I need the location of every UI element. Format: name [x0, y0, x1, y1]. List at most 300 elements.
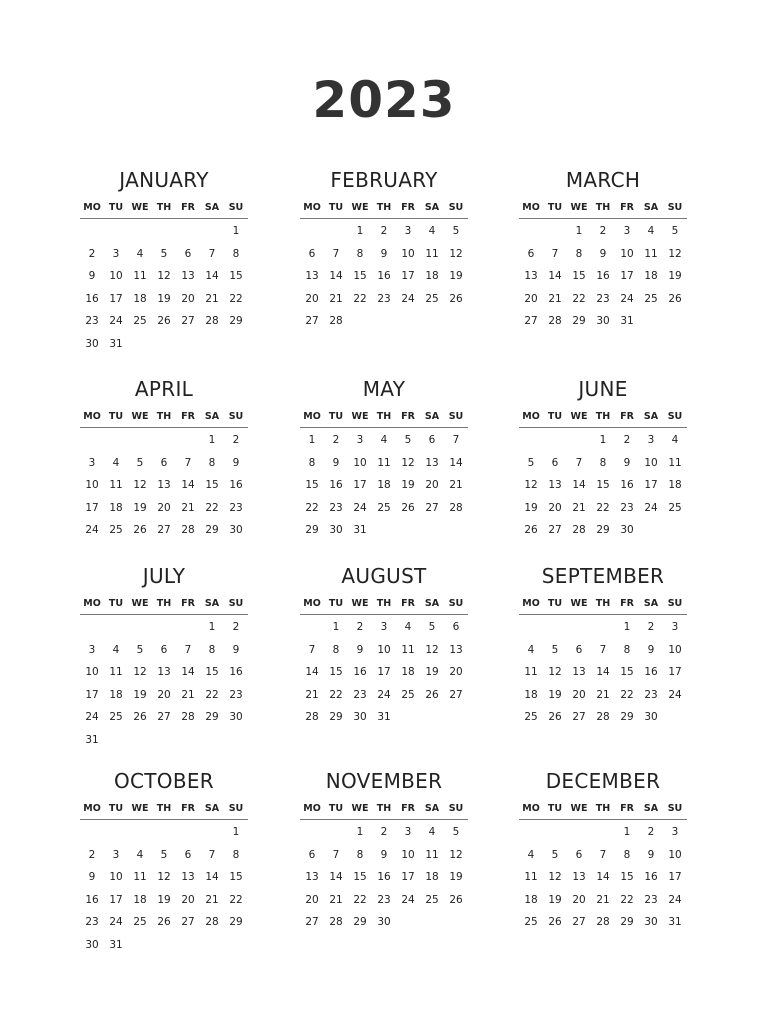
day-cell: 2 — [599, 225, 607, 237]
day-cell: 8 — [232, 848, 240, 861]
day-cell: 3 — [671, 621, 679, 633]
day-cell: 25 — [109, 711, 123, 723]
day-cell: 8 — [623, 848, 631, 861]
day-grid — [300, 821, 468, 934]
weekday-header — [80, 199, 248, 219]
day-cell: 18 — [377, 479, 391, 491]
day-cell: 9 — [623, 456, 631, 469]
day-cell: 26 — [548, 916, 562, 928]
day-cell: 6 — [452, 621, 460, 633]
day-cell: 6 — [428, 434, 436, 446]
day-cell: 5 — [671, 225, 679, 237]
empty-day-cell — [300, 220, 324, 243]
month-august — [300, 563, 468, 729]
day-cell: 25 — [109, 524, 123, 536]
day-cell: 5 — [136, 643, 144, 656]
day-cell: 27 — [572, 711, 586, 723]
empty-day-cell — [80, 616, 104, 639]
day-cell: 22 — [596, 501, 610, 514]
empty-day-cell — [176, 821, 200, 844]
day-cell: 25 — [425, 292, 439, 305]
day-cell: 23 — [229, 688, 243, 701]
day-cell: 19 — [449, 871, 463, 883]
day-cell: 31 — [377, 711, 391, 723]
day-cell: 7 — [599, 848, 607, 861]
day-cell: 16 — [85, 893, 99, 906]
day-cell: 6 — [551, 456, 559, 469]
day-cell: 9 — [647, 643, 655, 656]
day-cell: 15 — [620, 871, 634, 883]
empty-day-cell — [543, 220, 567, 243]
day-cell: 10 — [109, 871, 123, 883]
day-cell: 29 — [229, 916, 243, 928]
weekday-header — [519, 800, 687, 820]
day-cell: 18 — [401, 666, 415, 678]
day-cell: 1 — [232, 826, 240, 838]
day-cell: 28 — [205, 916, 219, 928]
empty-day-cell — [519, 220, 543, 243]
month-title: APRIL — [134, 377, 194, 401]
day-cell: 21 — [449, 479, 463, 491]
day-cell: 8 — [623, 643, 631, 656]
empty-day-cell — [200, 220, 224, 243]
weekday-label: FR — [620, 598, 634, 609]
weekday-label: MO — [522, 803, 540, 814]
day-cell: 31 — [620, 315, 634, 327]
day-cell: 7 — [308, 643, 316, 656]
day-cell: 22 — [229, 292, 243, 305]
weekday-label: TH — [376, 598, 392, 609]
day-cell: 25 — [401, 688, 415, 701]
empty-day-cell — [300, 616, 324, 639]
weekday-label: TU — [547, 411, 563, 422]
day-cell: 6 — [160, 643, 168, 656]
weekday-label: MO — [522, 202, 540, 213]
month-title: AUGUST — [341, 564, 427, 588]
weekday-label: MO — [303, 202, 321, 213]
day-cell: 23 — [644, 688, 658, 701]
weekday-label: FR — [181, 411, 195, 422]
day-cell: 9 — [647, 848, 655, 861]
empty-day-cell — [176, 616, 200, 639]
empty-day-cell — [591, 821, 615, 844]
day-cell: 22 — [353, 292, 367, 305]
weekday-label: SA — [204, 598, 220, 609]
day-cell: 3 — [112, 848, 120, 861]
empty-day-cell — [152, 821, 176, 844]
day-cell: 30 — [644, 916, 658, 928]
day-cell: 2 — [332, 434, 340, 446]
weekday-label: SA — [204, 803, 220, 814]
month-november — [300, 768, 468, 934]
day-cell: 23 — [85, 916, 99, 928]
day-cell: 21 — [205, 292, 219, 305]
day-cell: 9 — [599, 247, 607, 260]
day-cell: 14 — [205, 270, 219, 282]
day-cell: 16 — [229, 479, 243, 491]
day-cell: 17 — [644, 479, 658, 491]
day-cell: 16 — [644, 871, 658, 883]
day-cell: 14 — [181, 666, 195, 678]
weekday-label: TH — [156, 598, 172, 609]
day-cell: 28 — [205, 315, 219, 327]
day-cell: 24 — [668, 893, 682, 906]
day-cell: 13 — [548, 479, 562, 491]
day-cell: 17 — [401, 871, 415, 883]
day-cell: 19 — [401, 479, 415, 491]
day-cell: 27 — [449, 688, 463, 701]
day-cell: 29 — [305, 524, 319, 536]
day-cell: 7 — [551, 247, 559, 260]
day-cell: 31 — [109, 938, 123, 951]
day-cell: 30 — [229, 711, 243, 723]
day-cell: 2 — [232, 434, 240, 446]
day-cell: 18 — [668, 479, 682, 491]
day-cell: 7 — [208, 848, 216, 861]
weekday-label: TH — [595, 598, 611, 609]
weekday-label: WE — [131, 202, 149, 213]
day-cell: 3 — [88, 456, 96, 469]
day-cell: 29 — [205, 711, 219, 723]
weekday-label: WE — [131, 803, 149, 814]
day-cell: 20 — [305, 893, 319, 906]
day-cell: 23 — [85, 315, 99, 327]
day-cell: 10 — [353, 456, 367, 469]
weekday-label: SA — [424, 803, 440, 814]
day-cell: 24 — [620, 292, 634, 305]
day-cell: 4 — [380, 434, 388, 446]
weekday-header — [519, 595, 687, 615]
weekday-label: TU — [328, 803, 344, 814]
weekday-label: SU — [228, 202, 244, 213]
weekday-label: SA — [643, 598, 659, 609]
day-grid — [300, 616, 468, 729]
weekday-label: SU — [228, 803, 244, 814]
day-cell: 11 — [377, 456, 391, 469]
day-cell: 19 — [524, 501, 538, 514]
weekday-label: TH — [595, 411, 611, 422]
day-cell: 6 — [184, 848, 192, 861]
weekday-label: FR — [181, 803, 195, 814]
day-cell: 5 — [527, 456, 535, 469]
day-cell: 2 — [380, 826, 388, 838]
day-cell: 17 — [109, 893, 123, 906]
weekday-header — [80, 408, 248, 428]
day-cell: 7 — [332, 247, 340, 260]
day-cell: 7 — [599, 643, 607, 656]
day-cell: 13 — [524, 270, 538, 282]
day-cell: 14 — [572, 479, 586, 491]
weekday-label: TH — [376, 803, 392, 814]
month-title: DECEMBER — [545, 769, 661, 793]
day-cell: 8 — [356, 247, 364, 260]
day-cell: 18 — [109, 688, 123, 701]
weekday-label: SA — [424, 598, 440, 609]
day-cell: 29 — [229, 315, 243, 327]
day-cell: 21 — [205, 893, 219, 906]
day-cell: 10 — [668, 643, 682, 656]
weekday-label: TU — [108, 803, 124, 814]
day-cell: 2 — [88, 848, 96, 861]
day-cell: 1 — [208, 434, 216, 446]
day-cell: 15 — [205, 479, 219, 491]
day-cell: 14 — [329, 871, 343, 883]
day-cell: 29 — [620, 711, 634, 723]
year-title: 2023 — [312, 71, 456, 129]
day-cell: 4 — [136, 247, 144, 260]
day-cell: 21 — [596, 688, 610, 701]
day-cell: 5 — [160, 848, 168, 861]
empty-day-cell — [80, 429, 104, 452]
day-cell: 5 — [404, 434, 412, 446]
day-cell: 5 — [428, 621, 436, 633]
month-title: SEPTEMBER — [541, 564, 665, 588]
day-cell: 26 — [449, 893, 463, 906]
day-cell: 1 — [232, 225, 240, 237]
day-cell: 15 — [205, 666, 219, 678]
day-cell: 16 — [353, 666, 367, 678]
day-cell: 8 — [599, 456, 607, 469]
day-cell: 2 — [623, 434, 631, 446]
day-cell: 26 — [157, 916, 171, 928]
day-cell: 3 — [647, 434, 655, 446]
day-cell: 27 — [157, 711, 171, 723]
day-cell: 29 — [572, 315, 586, 327]
day-cell: 23 — [377, 893, 391, 906]
weekday-label: WE — [570, 411, 588, 422]
day-cell: 28 — [181, 524, 195, 536]
day-cell: 15 — [353, 871, 367, 883]
day-cell: 10 — [620, 247, 634, 260]
empty-day-cell — [128, 821, 152, 844]
day-cell: 31 — [85, 733, 99, 746]
weekday-label: MO — [83, 598, 101, 609]
day-cell: 6 — [308, 848, 316, 861]
weekday-label: WE — [351, 598, 369, 609]
day-cell: 15 — [572, 270, 586, 282]
day-grid — [519, 429, 687, 542]
day-cell: 26 — [668, 292, 682, 305]
weekday-label: SU — [448, 411, 464, 422]
day-cell: 6 — [160, 456, 168, 469]
day-cell: 11 — [133, 270, 147, 282]
day-cell: 11 — [524, 666, 538, 678]
day-cell: 1 — [332, 621, 340, 633]
day-cell: 7 — [575, 456, 583, 469]
day-cell: 12 — [133, 666, 147, 678]
day-cell: 24 — [644, 501, 658, 514]
empty-day-cell — [543, 429, 567, 452]
day-cell: 11 — [133, 871, 147, 883]
day-cell: 29 — [596, 524, 610, 536]
weekday-label: SU — [228, 411, 244, 422]
weekday-label: SU — [667, 803, 683, 814]
weekday-label: TU — [547, 803, 563, 814]
day-cell: 30 — [329, 524, 343, 536]
day-cell: 18 — [133, 893, 147, 906]
empty-day-cell — [152, 429, 176, 452]
day-cell: 13 — [305, 270, 319, 282]
day-cell: 7 — [184, 456, 192, 469]
day-cell: 19 — [548, 688, 562, 701]
day-cell: 28 — [572, 524, 586, 536]
day-cell: 20 — [449, 666, 463, 678]
day-cell: 18 — [425, 270, 439, 282]
empty-day-cell — [128, 616, 152, 639]
day-cell: 2 — [88, 247, 96, 260]
day-cell: 18 — [524, 688, 538, 701]
day-grid — [80, 220, 248, 355]
day-cell: 30 — [85, 337, 99, 350]
day-cell: 27 — [524, 315, 538, 327]
day-cell: 17 — [620, 270, 634, 282]
weekday-label: MO — [522, 411, 540, 422]
day-cell: 10 — [85, 479, 99, 491]
month-december — [519, 768, 687, 934]
day-cell: 12 — [449, 247, 463, 260]
day-cell: 5 — [160, 247, 168, 260]
weekday-label: MO — [303, 598, 321, 609]
month-june — [519, 376, 687, 542]
day-cell: 24 — [85, 711, 99, 723]
day-cell: 19 — [668, 270, 682, 282]
day-cell: 9 — [356, 643, 364, 656]
day-cell: 30 — [377, 916, 391, 928]
day-cell: 16 — [377, 270, 391, 282]
day-grid — [80, 821, 248, 956]
weekday-label: MO — [303, 411, 321, 422]
day-cell: 30 — [620, 524, 634, 536]
weekday-label: SA — [643, 411, 659, 422]
day-cell: 15 — [229, 871, 243, 883]
day-cell: 9 — [332, 456, 340, 469]
day-cell: 22 — [205, 501, 219, 514]
month-title: JANUARY — [119, 168, 209, 192]
day-cell: 8 — [575, 247, 583, 260]
empty-day-cell — [176, 220, 200, 243]
day-cell: 3 — [404, 225, 412, 237]
day-cell: 26 — [524, 524, 538, 536]
empty-day-cell — [519, 821, 543, 844]
weekday-label: TH — [376, 411, 392, 422]
day-cell: 13 — [181, 871, 195, 883]
weekday-label: TU — [547, 598, 563, 609]
day-cell: 3 — [356, 434, 364, 446]
weekday-label: MO — [522, 598, 540, 609]
day-cell: 8 — [208, 456, 216, 469]
day-cell: 2 — [380, 225, 388, 237]
day-cell: 12 — [668, 247, 682, 260]
day-cell: 23 — [229, 501, 243, 514]
month-title: OCTOBER — [113, 769, 215, 793]
day-cell: 24 — [401, 292, 415, 305]
empty-day-cell — [543, 616, 567, 639]
weekday-header — [300, 408, 468, 428]
day-grid — [519, 220, 687, 333]
day-cell: 12 — [548, 666, 562, 678]
day-cell: 13 — [157, 666, 171, 678]
day-cell: 19 — [449, 270, 463, 282]
weekday-label: WE — [131, 598, 149, 609]
day-cell: 20 — [157, 501, 171, 514]
day-cell: 2 — [356, 621, 364, 633]
day-cell: 21 — [596, 893, 610, 906]
weekday-label: SA — [424, 411, 440, 422]
day-cell: 18 — [524, 893, 538, 906]
weekday-label: TU — [108, 202, 124, 213]
weekday-header — [300, 595, 468, 615]
month-february — [300, 167, 468, 333]
month-january — [80, 167, 248, 355]
day-cell: 11 — [644, 247, 658, 260]
weekday-label: FR — [620, 202, 634, 213]
weekday-label: WE — [570, 803, 588, 814]
day-cell: 14 — [305, 666, 319, 678]
weekday-label: TU — [328, 202, 344, 213]
weekday-label: TU — [328, 411, 344, 422]
weekday-label: SU — [448, 598, 464, 609]
day-cell: 1 — [623, 826, 631, 838]
day-cell: 18 — [644, 270, 658, 282]
day-cell: 5 — [452, 826, 460, 838]
day-cell: 12 — [524, 479, 538, 491]
day-cell: 21 — [181, 501, 195, 514]
day-cell: 23 — [353, 688, 367, 701]
day-cell: 31 — [353, 524, 367, 536]
day-cell: 7 — [184, 643, 192, 656]
day-cell: 20 — [157, 688, 171, 701]
day-cell: 15 — [305, 479, 319, 491]
month-september — [519, 563, 687, 729]
day-cell: 1 — [356, 826, 364, 838]
day-cell: 3 — [112, 247, 120, 260]
day-cell: 20 — [572, 893, 586, 906]
weekday-label: TU — [108, 598, 124, 609]
day-grid — [80, 616, 248, 751]
day-cell: 25 — [668, 501, 682, 514]
day-cell: 7 — [208, 247, 216, 260]
day-cell: 22 — [329, 688, 343, 701]
month-title: FEBRUARY — [330, 168, 438, 192]
weekday-header — [300, 199, 468, 219]
empty-day-cell — [104, 616, 128, 639]
day-cell: 13 — [181, 270, 195, 282]
day-cell: 6 — [575, 848, 583, 861]
empty-day-cell — [128, 220, 152, 243]
day-cell: 28 — [596, 711, 610, 723]
day-grid — [519, 821, 687, 934]
day-cell: 2 — [232, 621, 240, 633]
day-cell: 27 — [181, 315, 195, 327]
weekday-label: TH — [156, 411, 172, 422]
weekday-label: TH — [595, 202, 611, 213]
weekday-label: FR — [620, 803, 634, 814]
day-cell: 1 — [599, 434, 607, 446]
day-cell: 1 — [575, 225, 583, 237]
weekday-label: FR — [401, 803, 415, 814]
day-cell: 15 — [353, 270, 367, 282]
day-cell: 7 — [332, 848, 340, 861]
day-cell: 27 — [181, 916, 195, 928]
weekday-label: FR — [401, 598, 415, 609]
day-cell: 17 — [353, 479, 367, 491]
weekday-header — [300, 800, 468, 820]
day-cell: 1 — [623, 621, 631, 633]
day-cell: 26 — [425, 688, 439, 701]
day-cell: 6 — [308, 247, 316, 260]
day-cell: 16 — [229, 666, 243, 678]
day-cell: 8 — [232, 247, 240, 260]
